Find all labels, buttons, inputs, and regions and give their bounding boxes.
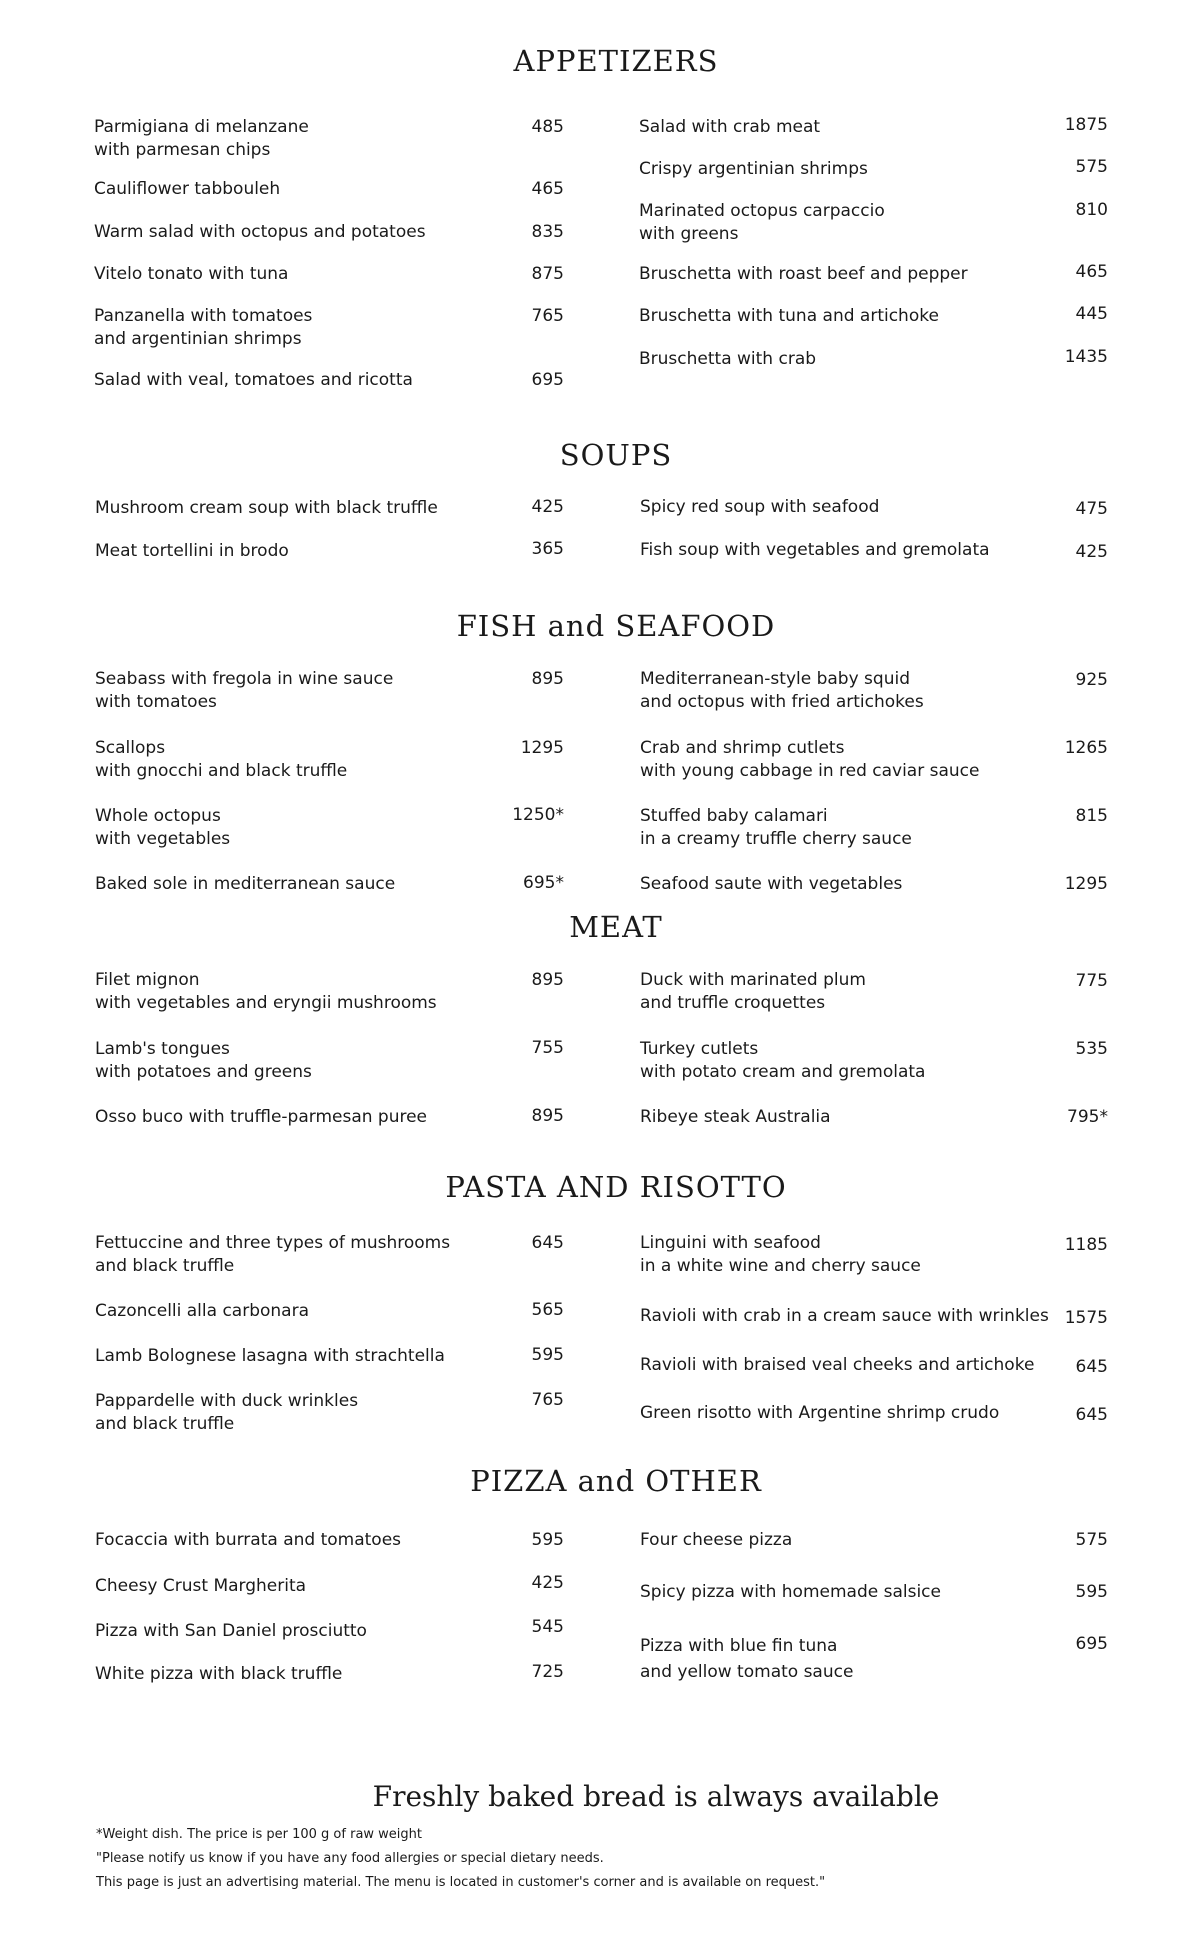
menu-item-price: 875 xyxy=(531,264,564,284)
menu-item-name: Seabass with fregola in wine sauce with tomatoes xyxy=(95,669,394,712)
menu-item-price: 595 xyxy=(531,1530,564,1550)
menu-item-price: 895 xyxy=(531,1106,564,1126)
menu-item-price: 365 xyxy=(531,539,564,559)
section-title-meat: MEAT xyxy=(569,910,663,944)
menu-item-name: Duck with marinated plum and truffle croquettes xyxy=(640,970,866,1013)
menu-item-price: 815 xyxy=(1075,806,1108,826)
menu-item-name: Bruschetta with roast beef and pepper xyxy=(639,264,968,284)
menu-item xyxy=(95,497,535,520)
bread-tagline: Freshly baked bread is always available xyxy=(372,1780,940,1813)
menu-item-price: 895 xyxy=(531,970,564,990)
menu-item xyxy=(95,1232,535,1278)
menu-item-price: 465 xyxy=(1075,262,1108,282)
menu-item-name: Panzanella with tomatoes and argentinian shrimps xyxy=(94,306,313,349)
menu-item xyxy=(640,873,1080,896)
menu-item-name: Spicy red soup with seafood xyxy=(640,497,880,517)
menu-item xyxy=(640,496,1080,519)
menu-item xyxy=(640,1232,1080,1278)
section-title-soups: SOUPS xyxy=(559,438,673,472)
menu-item xyxy=(94,116,534,162)
menu-item xyxy=(95,1663,535,1686)
menu-item-price: 765 xyxy=(531,1390,564,1410)
menu-item-price: 565 xyxy=(531,1300,564,1320)
menu-item-name: Bruschetta with tuna and artichoke xyxy=(639,306,939,326)
menu-item-name: Fettuccine and three types of mushrooms and black truffle xyxy=(95,1233,451,1276)
menu-item-price: 810 xyxy=(1075,200,1108,220)
menu-item-name: Lamb Bolognese lasagna with strachtella xyxy=(95,1346,445,1366)
menu-item xyxy=(639,116,1079,139)
menu-item-name: Baked sole in mediterranean sauce xyxy=(95,874,396,894)
menu-item-name: Crab and shrimp cutlets with young cabbage in red caviar sauce xyxy=(640,738,980,781)
menu-item xyxy=(94,263,534,286)
menu-item-price: 1295 xyxy=(520,738,564,758)
menu-item-name: Whole octopus with vegetables xyxy=(95,806,231,849)
menu-item-name: Pappardelle with duck wrinkles and black truffle xyxy=(95,1391,359,1434)
menu-item-price: 595 xyxy=(531,1345,564,1365)
menu-item-price: 545 xyxy=(531,1617,564,1637)
menu-item xyxy=(640,1106,1080,1129)
section-title-pizza-and-other: PIZZA and OTHER xyxy=(470,1464,762,1498)
menu-item-price: 695 xyxy=(1075,1634,1108,1654)
menu-item-name: Mushroom cream soup with black truffle xyxy=(95,498,438,518)
menu-item xyxy=(95,873,535,896)
menu-item-price: 575 xyxy=(1075,1530,1108,1550)
menu-item xyxy=(640,805,1080,851)
menu-item xyxy=(639,200,1079,246)
section-title-appetizers: APPETIZERS xyxy=(513,44,719,78)
menu-item-price: 835 xyxy=(531,222,564,242)
menu-item-name: Warm salad with octopus and potatoes xyxy=(94,222,426,242)
menu-item-price: 795* xyxy=(1067,1107,1108,1127)
menu-item xyxy=(640,1581,1080,1604)
menu-item-name: Filet mignon with vegetables and eryngii mushrooms xyxy=(95,970,437,1013)
menu-item-name: Linguini with seafood in a white wine and cherry sauce xyxy=(640,1233,921,1276)
menu-item-price: 695* xyxy=(523,873,564,893)
menu-item-name: Salad with veal, tomatoes and ricotta xyxy=(94,370,413,390)
menu-item-name: Meat tortellini in brodo xyxy=(95,541,289,561)
menu-item xyxy=(95,1345,535,1368)
menu-item-name: Parmigiana di melanzane with parmesan chips xyxy=(94,117,309,160)
menu-item-price: 725 xyxy=(531,1662,564,1682)
menu-item-name: Ravioli with crab in a cream sauce with wrinkles xyxy=(640,1306,1049,1326)
menu-item-price: 1575 xyxy=(1064,1308,1108,1328)
menu-item-name: Spicy pizza with homemade salsice xyxy=(640,1582,941,1602)
menu-item-price: 535 xyxy=(1075,1039,1108,1059)
menu-item-name: Seafood saute with vegetables xyxy=(640,874,903,894)
menu-item-name: Green risotto with Argentine shrimp crudo xyxy=(640,1403,1000,1423)
menu-item-price: 425 xyxy=(1075,542,1108,562)
menu-item-name: Focaccia with burrata and tomatoes xyxy=(95,1530,402,1550)
menu-item xyxy=(94,221,534,244)
menu-item-price: 1185 xyxy=(1064,1235,1108,1255)
menu-item-name: Scallops with gnocchi and black truffle xyxy=(95,738,348,781)
menu-item-price: 465 xyxy=(531,179,564,199)
menu-item xyxy=(640,1402,1080,1425)
menu-item xyxy=(95,540,535,563)
menu-item-name: White pizza with black truffle xyxy=(95,1664,343,1684)
menu-item-price: 755 xyxy=(531,1038,564,1058)
menu-item xyxy=(95,1390,535,1436)
menu-item xyxy=(95,1300,535,1323)
menu-item-name: Salad with crab meat xyxy=(639,117,821,137)
menu-item xyxy=(639,158,1079,181)
menu-item xyxy=(639,263,1079,286)
menu-item-name: Stuffed baby calamari in a creamy truffle cherry sauce xyxy=(640,806,912,849)
menu-item-price: 645 xyxy=(1075,1405,1108,1425)
menu-item xyxy=(94,305,534,351)
menu-item xyxy=(95,805,535,851)
menu-item-name: Cauliflower tabbouleh xyxy=(94,179,281,199)
menu-item xyxy=(640,1305,1080,1328)
section-title-pasta-and-risotto: PASTA AND RISOTTO xyxy=(445,1170,787,1204)
menu-item-price: 695 xyxy=(531,370,564,390)
menu-item-price: 595 xyxy=(1075,1582,1108,1602)
menu-item-price: 425 xyxy=(531,1573,564,1593)
menu-item-name: Bruschetta with crab xyxy=(639,349,817,369)
menu-item-name: Pizza with blue fin tuna and yellow tomato sauce xyxy=(640,1636,854,1682)
menu-item-name: Ribeye steak Australia xyxy=(640,1107,831,1127)
menu-item-price: 1435 xyxy=(1064,347,1108,367)
menu-item-name: Mediterranean-style baby squid and octopus with fried artichokes xyxy=(640,669,924,712)
menu-item xyxy=(95,1106,535,1129)
menu-item-price: 645 xyxy=(1075,1357,1108,1377)
menu-item xyxy=(94,178,534,201)
menu-item-name: Pizza with San Daniel prosciutto xyxy=(95,1621,367,1641)
menu-item xyxy=(640,539,1080,562)
menu-item xyxy=(95,1529,535,1552)
menu-item-price: 1250* xyxy=(512,805,564,825)
menu-item-price: 1295 xyxy=(1064,874,1108,894)
menu-item-name: Marinated octopus carpaccio with greens xyxy=(639,201,885,244)
menu-item-price: 775 xyxy=(1075,971,1108,991)
menu-item-price: 1875 xyxy=(1064,115,1108,135)
menu-item-name: Crispy argentinian shrimps xyxy=(639,159,868,179)
menu-item xyxy=(95,668,535,714)
menu-item xyxy=(94,369,534,392)
menu-item-price: 925 xyxy=(1075,670,1108,690)
allergy-note: "Please notify us know if you have any food allergies or special dietary needs. xyxy=(96,1851,604,1866)
menu-item-name: Four cheese pizza xyxy=(640,1530,793,1550)
menu-item-name: Ravioli with braised veal cheeks and artichoke xyxy=(640,1355,1035,1375)
menu-item xyxy=(640,668,1080,714)
menu-item-name: Cazoncelli alla carbonara xyxy=(95,1301,309,1321)
menu-item xyxy=(640,737,1080,783)
menu-item-name: Fish soup with vegetables and gremolata xyxy=(640,540,990,560)
menu-item-price: 485 xyxy=(531,117,564,137)
advertising-note: This page is just an advertising material. The menu is located in customer's corner and is available on request." xyxy=(96,1875,826,1890)
menu-item xyxy=(95,1620,535,1643)
menu-item-price: 425 xyxy=(531,497,564,517)
weight-note: *Weight dish. The price is per 100 g of raw weight xyxy=(96,1827,423,1842)
menu-item-price: 765 xyxy=(531,306,564,326)
menu-item-price: 445 xyxy=(1075,304,1108,324)
menu-item-price: 645 xyxy=(531,1233,564,1253)
menu-item-name: Lamb's tongues with potatoes and greens xyxy=(95,1039,312,1082)
menu-item-name: Cheesy Crust Margherita xyxy=(95,1576,307,1596)
menu-item xyxy=(640,969,1080,1015)
menu-item xyxy=(95,737,535,783)
menu-item xyxy=(640,1633,1080,1685)
menu-item-price: 895 xyxy=(531,669,564,689)
menu-item-name: Osso buco with truffle-parmesan puree xyxy=(95,1107,428,1127)
menu-item-price: 575 xyxy=(1075,157,1108,177)
menu-item xyxy=(95,969,535,1015)
menu-item xyxy=(640,1038,1080,1084)
menu-item-name: Vitelo tonato with tuna xyxy=(94,264,289,284)
menu-item-name: Turkey cutlets with potato cream and gremolata xyxy=(640,1039,926,1082)
menu-item-price: 1265 xyxy=(1064,738,1108,758)
menu-item xyxy=(639,348,1079,371)
menu-item xyxy=(95,1038,535,1084)
menu-item xyxy=(639,305,1079,328)
menu-item xyxy=(640,1354,1080,1377)
menu-item-price: 475 xyxy=(1075,499,1108,519)
menu-item xyxy=(640,1529,1080,1552)
section-title-fish-and-seafood: FISH and SEAFOOD xyxy=(456,609,776,643)
menu-item xyxy=(95,1575,535,1598)
